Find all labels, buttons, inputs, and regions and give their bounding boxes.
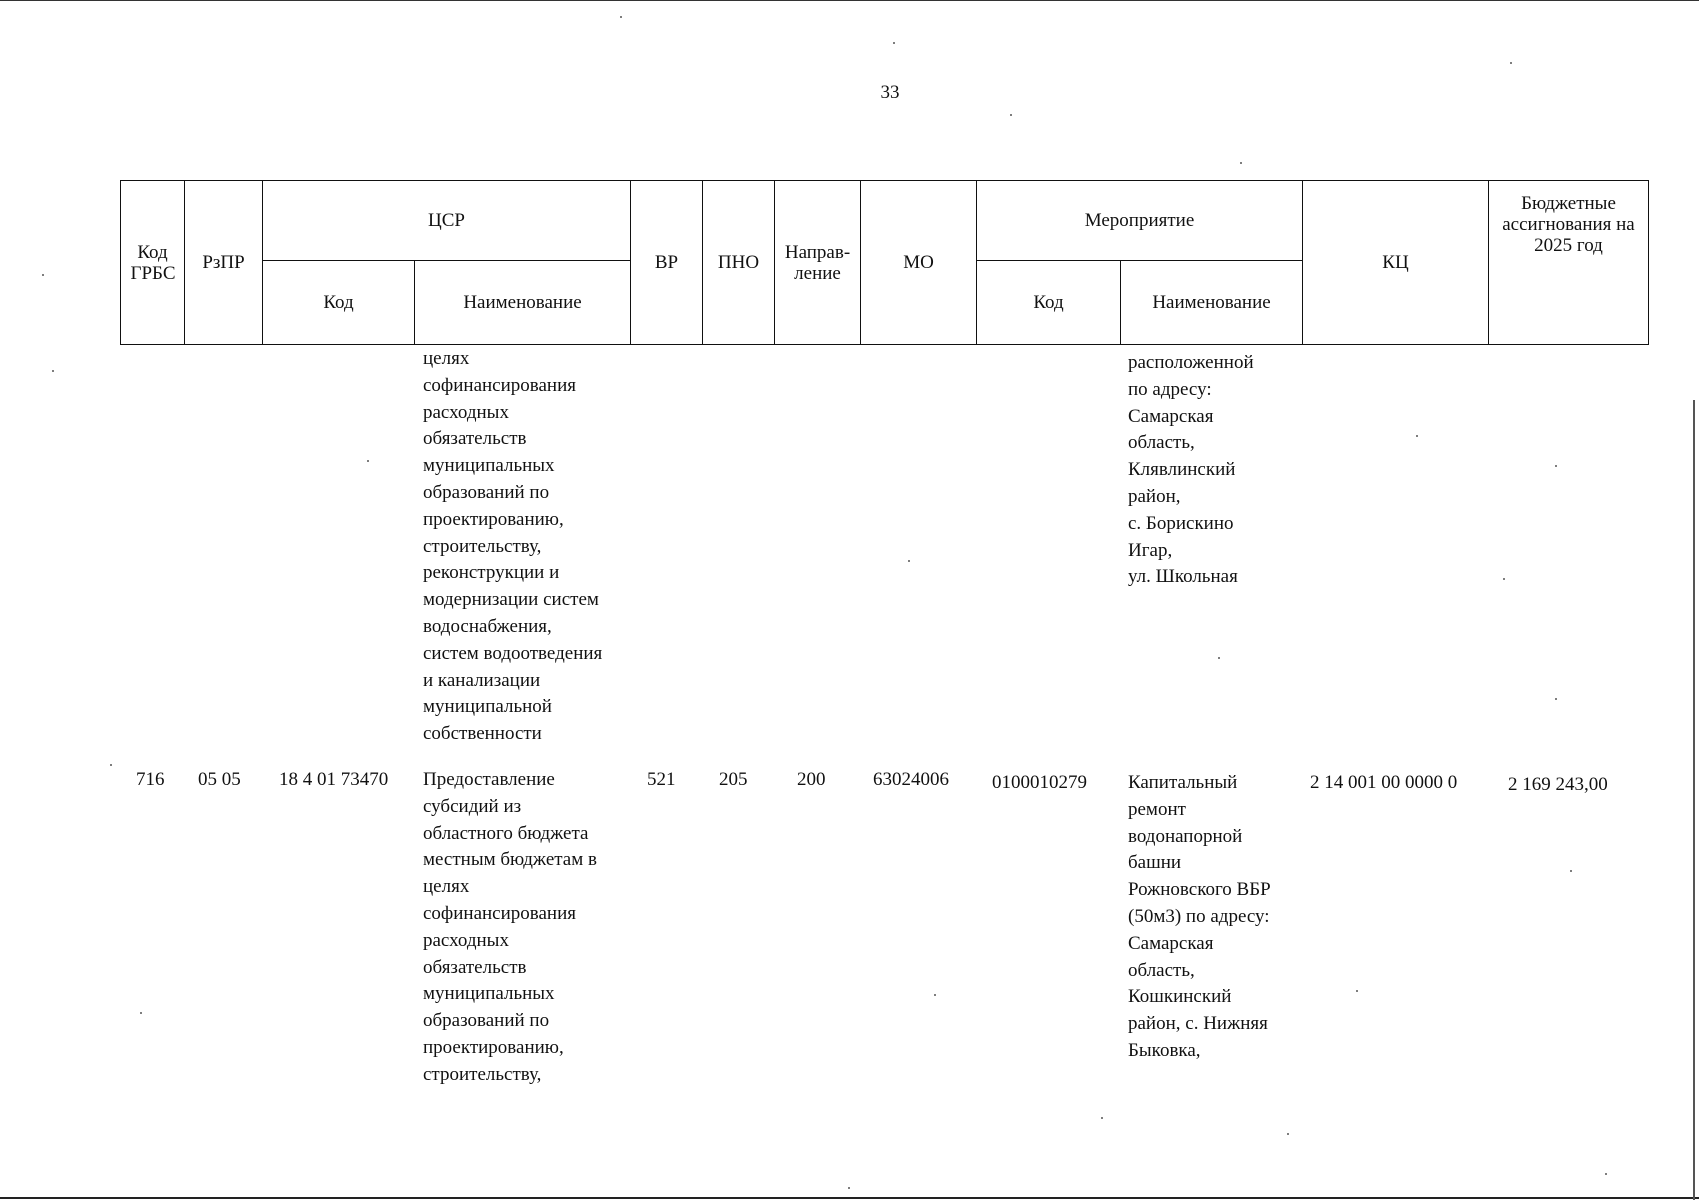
header-budget: Бюджетные ассигнования на 2025 год bbox=[1489, 181, 1649, 345]
row-budget: 2 169 243,00 bbox=[1508, 774, 1608, 795]
scan-speck bbox=[1503, 578, 1505, 580]
header-napravlenie: Направ-ление bbox=[775, 181, 861, 345]
header-pno: ПНО bbox=[703, 181, 775, 345]
table-header bbox=[120, 180, 1649, 345]
scan-speck bbox=[1510, 62, 1512, 64]
scan-speck bbox=[893, 42, 895, 44]
scan-speck bbox=[1101, 1117, 1103, 1119]
scan-edge-bottom bbox=[0, 1197, 1699, 1199]
scan-speck bbox=[1555, 465, 1557, 467]
scan-edge-top bbox=[0, 0, 1699, 1]
row-mer-kod: 0100010279 bbox=[992, 772, 1087, 793]
row-mo: 63024006 bbox=[873, 769, 949, 790]
row-rzpr: 05 05 bbox=[198, 769, 241, 790]
scan-speck bbox=[367, 460, 369, 462]
scan-speck bbox=[42, 274, 44, 276]
row-pno: 205 bbox=[719, 769, 748, 790]
header-mer-name: Наименование bbox=[1121, 261, 1303, 345]
page-number: 33 bbox=[880, 82, 900, 103]
scan-speck bbox=[1287, 1133, 1289, 1135]
scan-speck bbox=[1605, 1173, 1607, 1175]
row-csr-kod: 18 4 01 73470 bbox=[279, 769, 389, 790]
continuation-csr-name: целях софинансирования расходных обязательств муниципальных образований по проектированию, строительству, реконструкции и модернизации систем водоснабжения, систем водоотведения и канализации муниципальной собственности bbox=[423, 348, 603, 745]
header-mer-kod: Код bbox=[977, 261, 1121, 345]
header-meropriyatie: Мероприятие bbox=[977, 181, 1303, 261]
header-kod-grbs: Код ГРБС bbox=[121, 181, 185, 345]
scan-edge-right bbox=[1693, 400, 1695, 1200]
scan-speck bbox=[934, 994, 936, 996]
scan-speck bbox=[1218, 657, 1220, 659]
scan-speck bbox=[848, 1187, 850, 1189]
continuation-mer-name: расположенной по адресу: Самарская область, Клявлинский район, с. Борискино Игар, ул. Школьная bbox=[1128, 352, 1254, 588]
header-csr: ЦСР bbox=[263, 181, 631, 261]
row-kod-grbs: 716 bbox=[136, 769, 165, 790]
row-csr-name: Предоставление субсидий из областного бюджета местным бюджетам в целях софинансирования расходных обязательств муниципальных образований по проектированию, строительству, bbox=[423, 769, 597, 1085]
header-csr-name: Наименование bbox=[415, 261, 631, 345]
scan-speck bbox=[1240, 162, 1242, 164]
scan-speck bbox=[52, 370, 54, 372]
scan-speck bbox=[1570, 870, 1572, 872]
scan-speck bbox=[140, 1012, 142, 1014]
row-vr: 521 bbox=[647, 769, 676, 790]
scan-speck bbox=[1416, 435, 1418, 437]
header-mo: МО bbox=[861, 181, 977, 345]
scan-speck bbox=[1356, 990, 1358, 992]
header-vr: ВР bbox=[631, 181, 703, 345]
scan-speck bbox=[110, 764, 112, 766]
header-kc: КЦ bbox=[1303, 181, 1489, 345]
scan-speck bbox=[908, 560, 910, 562]
scan-speck bbox=[620, 16, 622, 18]
scan-speck bbox=[1010, 114, 1012, 116]
row-kc: 2 14 001 00 0000 0 bbox=[1310, 772, 1458, 793]
row-napravlenie: 200 bbox=[797, 769, 826, 790]
header-rzpr: РзПР bbox=[185, 181, 263, 345]
header-csr-kod: Код bbox=[263, 261, 415, 345]
scan-speck bbox=[1555, 698, 1557, 700]
row-mer-name: Капитальный ремонт водонапорной башни Рожновского ВБР (50м3) по адресу: Самарская область, Кошкинский район, с. Нижняя Быковка, bbox=[1128, 772, 1271, 1061]
